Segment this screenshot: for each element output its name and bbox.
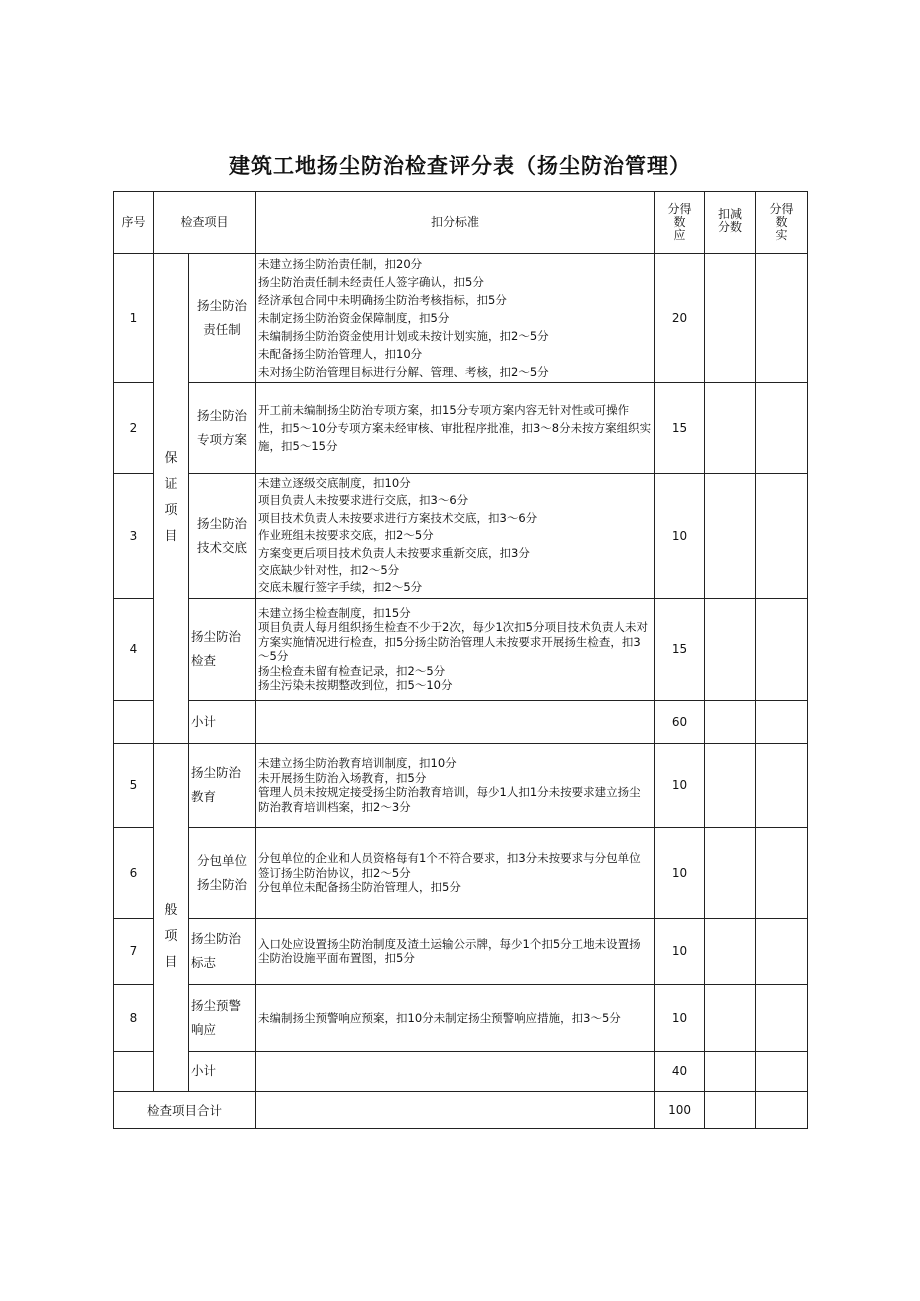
row-seq: 5 — [114, 743, 154, 827]
row-seq — [114, 700, 154, 743]
row-item: 小计 — [189, 1051, 256, 1091]
row-score: 10 — [655, 984, 705, 1051]
actual-cell[interactable] — [756, 984, 808, 1051]
subtotal-row — [114, 1051, 808, 1091]
deducted-cell[interactable] — [705, 474, 756, 599]
actual-cell[interactable] — [756, 598, 808, 700]
header-score-actual: 分得 数 实 — [756, 192, 808, 254]
row-score: 10 — [655, 743, 705, 827]
row-criteria — [256, 1051, 655, 1091]
header-row — [114, 192, 808, 254]
actual-cell[interactable] — [756, 700, 808, 743]
row-criteria — [256, 984, 655, 1051]
row-seq: 1 — [114, 254, 154, 383]
header-deducted: 扣减 分数 — [705, 192, 756, 254]
row-item: 扬尘防治 技术交底 — [189, 474, 256, 599]
deducted-cell[interactable] — [705, 743, 756, 827]
table-row — [114, 918, 808, 984]
row-seq: 2 — [114, 383, 154, 474]
actual-cell[interactable] — [756, 827, 808, 918]
table-row — [114, 827, 808, 918]
row-criteria — [256, 918, 655, 984]
criteria-line: 扬尘检查未留有检查记录，扣2～5分 — [258, 663, 446, 678]
header-criteria: 扣分标准 — [256, 192, 655, 254]
deducted-cell[interactable] — [705, 918, 756, 984]
total-label: 检查项目合计 — [114, 1091, 256, 1128]
criteria-line: 交底缺少针对性，扣2～5分 — [258, 563, 400, 578]
actual-cell[interactable] — [756, 254, 808, 383]
row-item: 小计 — [189, 700, 256, 743]
subtotal-row — [114, 700, 808, 743]
row-item: 分包单位 扬尘防治 — [189, 827, 256, 918]
criteria-line: 方案变更后项目技术负责人未按要求重新交底，扣3分 — [258, 545, 530, 560]
table-row — [114, 383, 808, 474]
table-row — [114, 598, 808, 700]
row-seq: 6 — [114, 827, 154, 918]
criteria-line: 未建立扬尘检查制度，扣15分 — [258, 605, 411, 620]
total-score: 100 — [655, 1091, 705, 1128]
criteria-line: 项目负责人每月组织扬生检查不少于2次，每少1次扣5分项目技术负责人未对方案实施情况进行检查，扣5分扬尘防治管理人未按要求开展扬生检查，扣3～5分 — [258, 620, 648, 664]
criteria-line: 未编制扬尘预警响应预案，扣10分未制定扬尘预警响应措施，扣3～5分 — [258, 1010, 621, 1025]
row-score: 10 — [655, 474, 705, 599]
row-criteria — [256, 254, 655, 383]
criteria-line: 未建立扬尘防治教育培训制度，扣10分 — [258, 756, 457, 771]
row-item: 扬尘防治 教育 — [189, 743, 256, 827]
deducted-cell[interactable] — [705, 254, 756, 383]
category-guarantee: 保 证 项 目 — [154, 254, 189, 744]
header-seq: 序号 — [114, 192, 154, 254]
row-criteria — [256, 474, 655, 599]
row-score: 15 — [655, 383, 705, 474]
criteria-line: 扬尘污染未按期整改到位，扣5～10分 — [258, 678, 453, 693]
row-seq: 4 — [114, 598, 154, 700]
criteria-line: 未建立逐级交底制度，扣10分 — [258, 476, 411, 490]
criteria-line: 项目技术负责人未按要求进行方案技术交底，扣3～6分 — [258, 510, 538, 525]
row-score: 10 — [655, 918, 705, 984]
deducted-cell[interactable] — [705, 1051, 756, 1091]
actual-cell[interactable] — [756, 743, 808, 827]
actual-cell[interactable] — [756, 383, 808, 474]
row-score: 10 — [655, 827, 705, 918]
table-row — [114, 984, 808, 1051]
criteria-line: 项目负责人未按要求进行交底，扣3～6分 — [258, 493, 469, 508]
row-criteria — [256, 383, 655, 474]
header-score-due: 分得 数 应 — [655, 192, 705, 254]
criteria-line: 未对扬尘防治管理目标进行分解、管理、考核，扣2～5分 — [258, 365, 549, 379]
row-score: 20 — [655, 254, 705, 383]
criteria-line: 未编制扬尘防治资金使用计划或未按计划实施，扣2～5分 — [258, 329, 549, 343]
actual-cell[interactable] — [756, 474, 808, 599]
deducted-cell[interactable] — [705, 827, 756, 918]
deducted-cell[interactable] — [705, 984, 756, 1051]
criteria-line: 交底未履行签字手续，扣2～5分 — [258, 580, 423, 595]
deducted-cell[interactable] — [705, 1091, 756, 1128]
criteria-line: 扬尘防治责任制未经责任人签字确认，扣5分 — [258, 275, 484, 289]
table-row — [114, 254, 808, 383]
header-check-item: 检查项目 — [154, 192, 256, 254]
row-seq: 3 — [114, 474, 154, 599]
category-general: 般 项 目 — [154, 743, 189, 1091]
page-title: 建筑工地扬尘防治检查评分表（扬尘防治管理） — [229, 154, 691, 178]
row-criteria — [256, 700, 655, 743]
row-score: 40 — [655, 1051, 705, 1091]
row-item: 扬尘防治 检查 — [189, 598, 256, 700]
criteria-line: 管理人员未按规定接受扬尘防治教育培训，每少1人扣1分未按要求建立扬尘防治教育培训档案，扣2～3分 — [258, 785, 641, 814]
row-criteria — [256, 743, 655, 827]
total-criteria — [256, 1091, 655, 1128]
actual-cell[interactable] — [756, 1051, 808, 1091]
deducted-cell[interactable] — [705, 598, 756, 700]
row-score: 60 — [655, 700, 705, 743]
row-item: 扬尘预警 响应 — [189, 984, 256, 1051]
criteria-line: 开工前未编制扬尘防治专项方案，扣15分专项方案内容无针对性或可操作性，扣5～10分专项方案未经审核、审批程序批准，扣3～8分未按方案组织实施，扣5～15分 — [258, 403, 652, 453]
row-seq: 8 — [114, 984, 154, 1051]
deducted-cell[interactable] — [705, 383, 756, 474]
criteria-line: 入口处应设置扬尘防治制度及渣土运输公示牌，每少1个扣5分工地未设置扬尘防治设施平面布置图，扣5分 — [258, 936, 641, 966]
criteria-line: 未开展扬生防治入场教育，扣5分 — [258, 770, 427, 785]
criteria-line: 未建立扬尘防治责任制，扣20分 — [258, 257, 423, 271]
criteria-line: 分包单位的企业和人员资格每有1个不符合要求，扣3分未按要求与分包单位签订扬尘防治协议，扣2～5分 — [258, 851, 641, 880]
criteria-line: 作业班组未按要求交底，扣2～5分 — [258, 528, 434, 543]
criteria-line: 未配备扬尘防治管理人，扣10分 — [258, 347, 423, 361]
row-criteria — [256, 827, 655, 918]
row-score: 15 — [655, 598, 705, 700]
actual-cell[interactable] — [756, 1091, 808, 1128]
criteria-line: 未制定扬尘防治资金保障制度，扣5分 — [258, 311, 450, 325]
criteria-line: 分包单位未配备扬尘防治管理人，扣5分 — [258, 880, 461, 895]
actual-cell[interactable] — [756, 918, 808, 984]
table-row — [114, 743, 808, 827]
row-item: 扬尘防治 责任制 — [189, 254, 256, 383]
row-seq — [114, 1051, 154, 1091]
score-table — [113, 191, 808, 1129]
row-seq: 7 — [114, 918, 154, 984]
total-row — [114, 1091, 808, 1128]
criteria-line: 经济承包合同中未明确扬尘防治考核指标，扣5分 — [258, 293, 507, 307]
row-item: 扬尘防治 标志 — [189, 918, 256, 984]
table-row — [114, 474, 808, 599]
row-criteria — [256, 598, 655, 700]
deducted-cell[interactable] — [705, 700, 756, 743]
row-item: 扬尘防治 专项方案 — [189, 383, 256, 474]
